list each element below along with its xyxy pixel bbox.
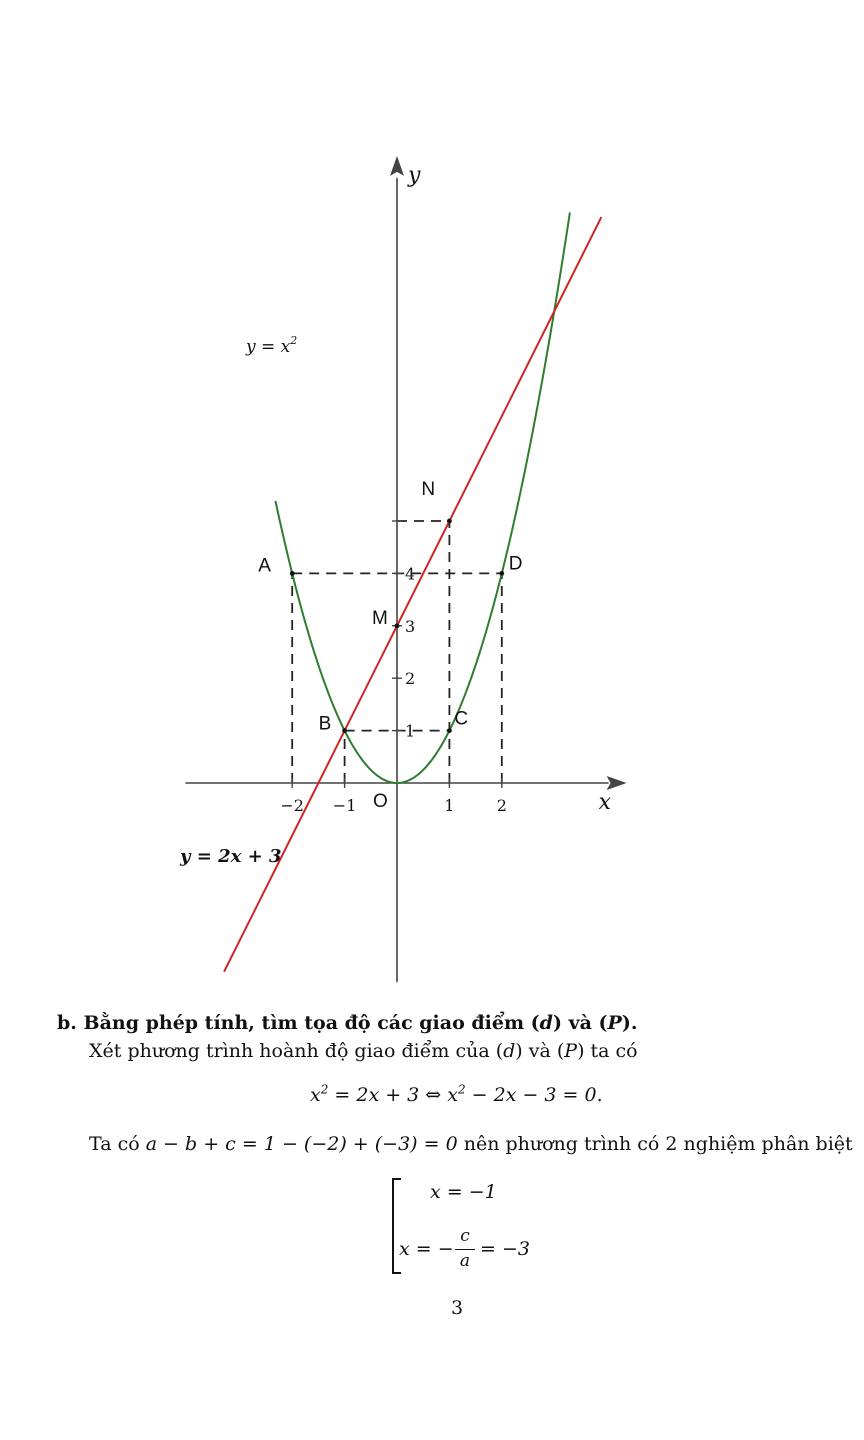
eq1-part-c: − 2x − 3 = 0. [465,1084,603,1106]
page-number: 3 [451,1297,464,1319]
fraction-bar [455,1249,475,1250]
y-axis-arrow-icon [390,156,404,176]
heading-d: d [539,1012,553,1034]
x-tick-label: 1 [444,796,455,815]
solution-2-lhs: x = − [399,1238,454,1260]
p1-mid: ) và ( [515,1040,565,1062]
y-tick-label: 2 [405,669,416,689]
point-label-c: C [454,708,469,730]
point-b [342,728,347,733]
p1-p: P [564,1040,578,1062]
parabola-label: $y = x^2$ [246,334,298,357]
fraction-denominator: a [459,1251,471,1271]
section-heading [57,1012,637,1035]
paragraph-2 [89,1133,853,1156]
point-label-b: B [318,713,332,735]
point-c [447,728,452,733]
fraction-numerator: c [460,1226,470,1246]
parabola-label-exponent: 2 [290,334,298,347]
line-label: y = 2x + 3 [180,846,282,867]
heading-end: ). [621,1012,638,1034]
y-tick-label: 4 [405,564,416,584]
point-a [290,571,295,576]
p2-suffix: nên phương trình có 2 nghiệm phân biệt [457,1133,853,1155]
y-axis-label: y [408,162,421,188]
point-label-m: M [372,607,388,629]
p1-d: d [503,1040,516,1062]
eq1-part-b: = 2x + 3 ⇔ x [328,1084,458,1106]
x-axis-arrow-icon [607,776,627,790]
eq1-exp-a: 2 [320,1082,329,1097]
x-tick-label: 2 [496,796,507,815]
point-m [395,623,400,628]
x-tick-label: −1 [332,796,357,815]
equation-1 [310,1084,603,1107]
y-tick-label: 1 [405,721,416,741]
p1-prefix: Xét phương trình hoành độ giao điểm của ( [89,1040,504,1062]
point-label-n: N [421,479,436,500]
x-axis-label: x [598,790,612,815]
x-tick-label: −2 [280,796,304,815]
origin-label: O [373,791,388,812]
heading-mid: ) và ( [552,1012,608,1034]
p1-end: ) ta có [577,1040,638,1062]
heading-p: P [607,1012,622,1034]
heading-prefix: b. Bằng phép tính, tìm tọa độ các giao điểm ( [57,1012,540,1034]
point-label-d: D [508,553,523,575]
point-d [499,571,504,576]
p2-prefix: Ta có [89,1133,146,1155]
p2-math: a − b + c = 1 − (−2) + (−3) = 0 [145,1133,458,1155]
eq1-part-a: x [310,1084,321,1106]
point-label-a: A [258,555,271,577]
eq1-exp-b: 2 [457,1082,466,1097]
y-tick-label: 3 [405,616,416,636]
paragraph-1 [89,1040,638,1063]
solution-2-rhs: = −3 [480,1238,530,1260]
point-n [447,519,452,524]
solution-1: x = −1 [430,1181,497,1203]
labels [179,163,612,867]
